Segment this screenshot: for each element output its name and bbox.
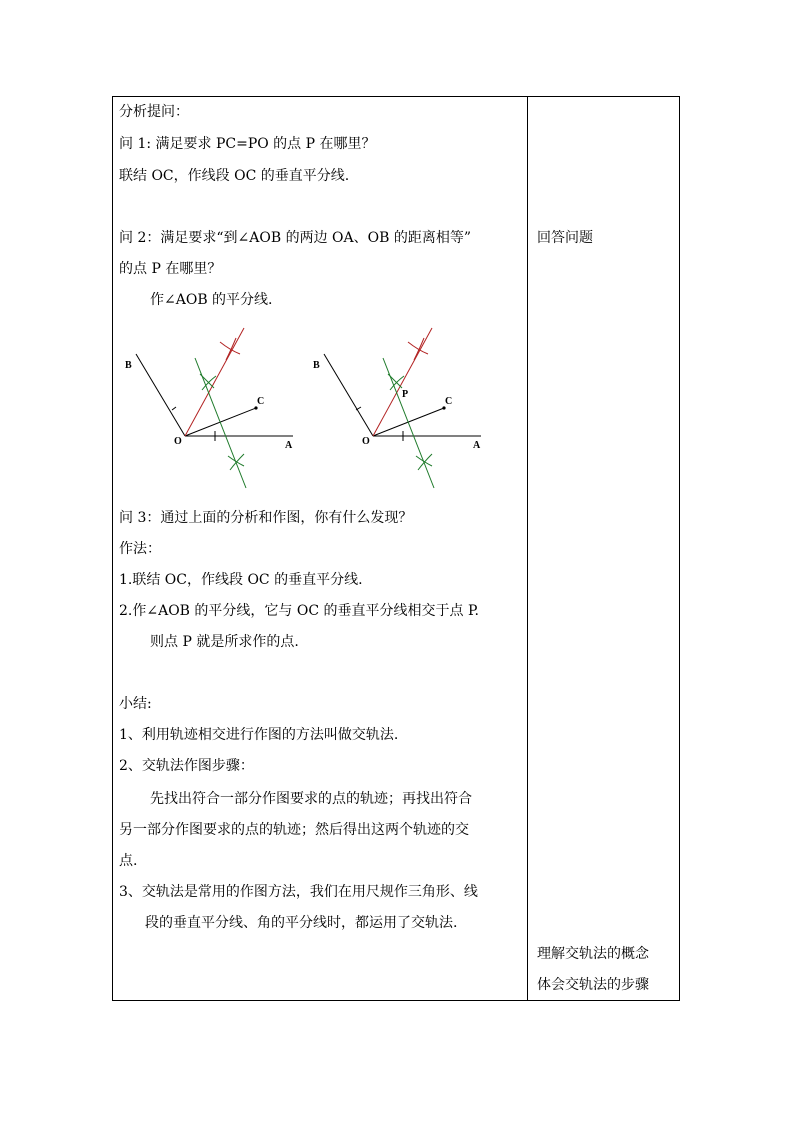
answer-2: 作∠AOB 的平分线. [150,292,273,308]
fig-left-label-A: A [285,440,293,451]
fig-right-label-B: B [313,360,320,371]
fig-left-label-O: O [174,436,182,447]
summary-point-2-para-line3: 点. [119,853,138,869]
summary-point-2-para-line2: 另一部分作图要求的点的轨迹；然后得出这两个轨迹的交 [119,822,469,838]
question-2-line1: 问 2：满足要求“到∠AOB 的两边 OA、OB 的距离相等” [119,230,471,246]
answer-1: 联结 OC，作线段 OC 的垂直平分线. [119,168,350,184]
summary-point-2-para-line1: 先找出符合一部分作图要求的点的轨迹；再找出符合 [150,791,472,807]
analysis-label: 分析提问： [119,104,189,120]
summary-point-3-line2: 段的垂直平分线、角的平分线时，都运用了交轨法. [145,915,458,931]
method-step-2: 2.作∠AOB 的平分线，它与 OC 的垂直平分线相交于点 P. [119,603,479,619]
summary-label: 小结: [119,696,152,712]
fig-right-label-C: C [445,396,453,407]
fig-right-label-P: P [402,389,409,400]
method-step-1: 1.联结 OC，作线段 OC 的垂直平分线. [119,572,363,588]
summary-point-2: 2、交轨法作图步骤： [119,758,254,774]
question-1: 问 1: 满足要求 PC=PO 的点 P 在哪里？ [119,136,376,152]
fig-left-label-B: B [125,360,132,371]
right-experience-steps: 体会交轨法的步骤 [537,977,649,993]
figure-left [125,328,293,488]
method-label: 作法： [119,541,161,557]
right-understand-concept: 理解交轨法的概念 [537,946,649,962]
question-3: 问 3：通过上面的分析和作图，你有什么发现？ [119,510,413,526]
question-2-line2: 的点 P 在哪里？ [119,261,222,277]
fig-right-label-A: A [473,440,481,451]
right-answer-questions: 回答问题 [537,230,593,246]
summary-point-3-line1: 3、交轨法是常用的作图方法，我们在用尺规作三角形、线 [119,884,478,900]
method-step-3: 则点 P 就是所求作的点. [150,634,299,650]
fig-left-label-C: C [257,396,265,407]
figure-right [313,328,481,488]
summary-point-1: 1、利用轨迹相交进行作图的方法叫做交轨法. [119,727,399,743]
construction-figures [112,320,527,500]
fig-right-label-O: O [362,436,370,447]
column-divider [527,96,528,1001]
